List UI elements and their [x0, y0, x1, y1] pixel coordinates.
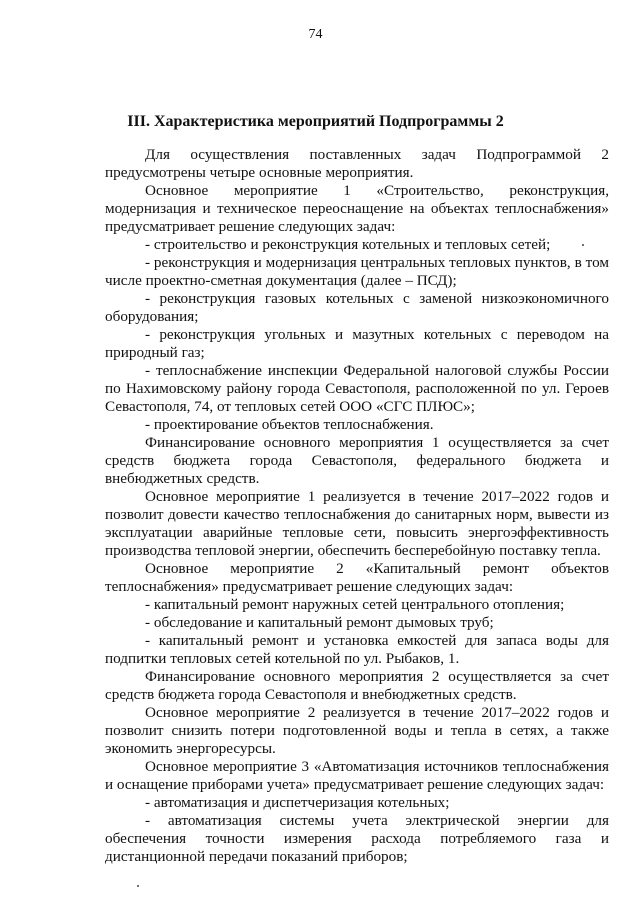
list-item: - автоматизация системы учета электрической энергии для обеспечения точности измерения расхода потребляемого газа и дистанционной передачи показаний приборов;	[105, 812, 609, 865]
section-title: III. Характеристика мероприятий Подпрограммы 2	[127, 113, 504, 130]
list-item: - капитальный ремонт наружных сетей центрального отопления;	[145, 596, 565, 613]
list-item: - реконструкция газовых котельных с заменой низкоэкономичного оборудования;	[105, 290, 609, 325]
paragraph: Финансирование основного мероприятия 2 осуществляется за счет средств бюджета города Севастополя и внебюджетных средств.	[105, 668, 609, 703]
paragraph: Основное мероприятие 1 реализуется в течение 2017–2022 годов и позволит довести качество теплоснабжения до санитарных норм, вывести из эксплуатации аварийные тепловые сети, повысить энергоэффективность производства тепловой энергии, обеспечить бесперебойную поставку тепла.	[105, 488, 609, 559]
list-item: - строительство и реконструкция котельных и тепловых сетей;	[145, 236, 551, 253]
document-body	[105, 146, 609, 866]
paragraph: Основное мероприятие 3 «Автоматизация источников теплоснабжения и оснащение приборами учета» предусматривает решение следующих задач:	[105, 758, 609, 793]
scan-speck	[137, 885, 139, 887]
page-number: 74	[308, 27, 323, 42]
paragraph: Основное мероприятие 2 реализуется в течение 2017–2022 годов и позволит снизить потери подготовленной воды и тепла в сетях, а также экономить энергоресурсы.	[105, 704, 609, 757]
list-item: - капитальный ремонт и установка емкостей для запаса воды для подпитки тепловых сетей котельной по ул. Рыбаков, 1.	[105, 632, 609, 667]
list-item: - проектирование объектов теплоснабжения.	[145, 416, 434, 433]
list-item: - реконструкция и модернизация центральных тепловых пунктов, в том числе проектно-сметная документация (далее – ПСД);	[105, 254, 609, 289]
paragraph: Для осуществления поставленных задач Подпрограммой 2 предусмотрены четыре основные мероприятия.	[105, 146, 609, 181]
list-item: - теплоснабжение инспекции Федеральной налоговой службы России по Нахимовскому району города Севастополя, расположенной по ул. Героев Севастополя, 74, от тепловых сетей ООО «СГС ПЛЮС»;	[105, 362, 609, 415]
paragraph: Основное мероприятие 1 «Строительство, реконструкция, модернизация и техническое переоснащение на объектах теплоснабжения» предусматривает решение следующих задач:	[105, 182, 609, 235]
list-item: - реконструкция угольных и мазутных котельных с переводом на природный газ;	[105, 326, 609, 361]
paragraph: Финансирование основного мероприятия 1 осуществляется за счет средств бюджета города Севастополя, федерального бюджета и внебюджетных средств.	[105, 434, 609, 487]
list-item: - обследование и капитальный ремонт дымовых труб;	[145, 614, 494, 631]
paragraph: Основное мероприятие 2 «Капитальный ремонт объектов теплоснабжения» предусматривает решение следующих задач:	[105, 560, 609, 595]
list-item: - автоматизация и диспетчеризация котельных;	[145, 794, 450, 811]
scan-speck	[582, 244, 584, 246]
